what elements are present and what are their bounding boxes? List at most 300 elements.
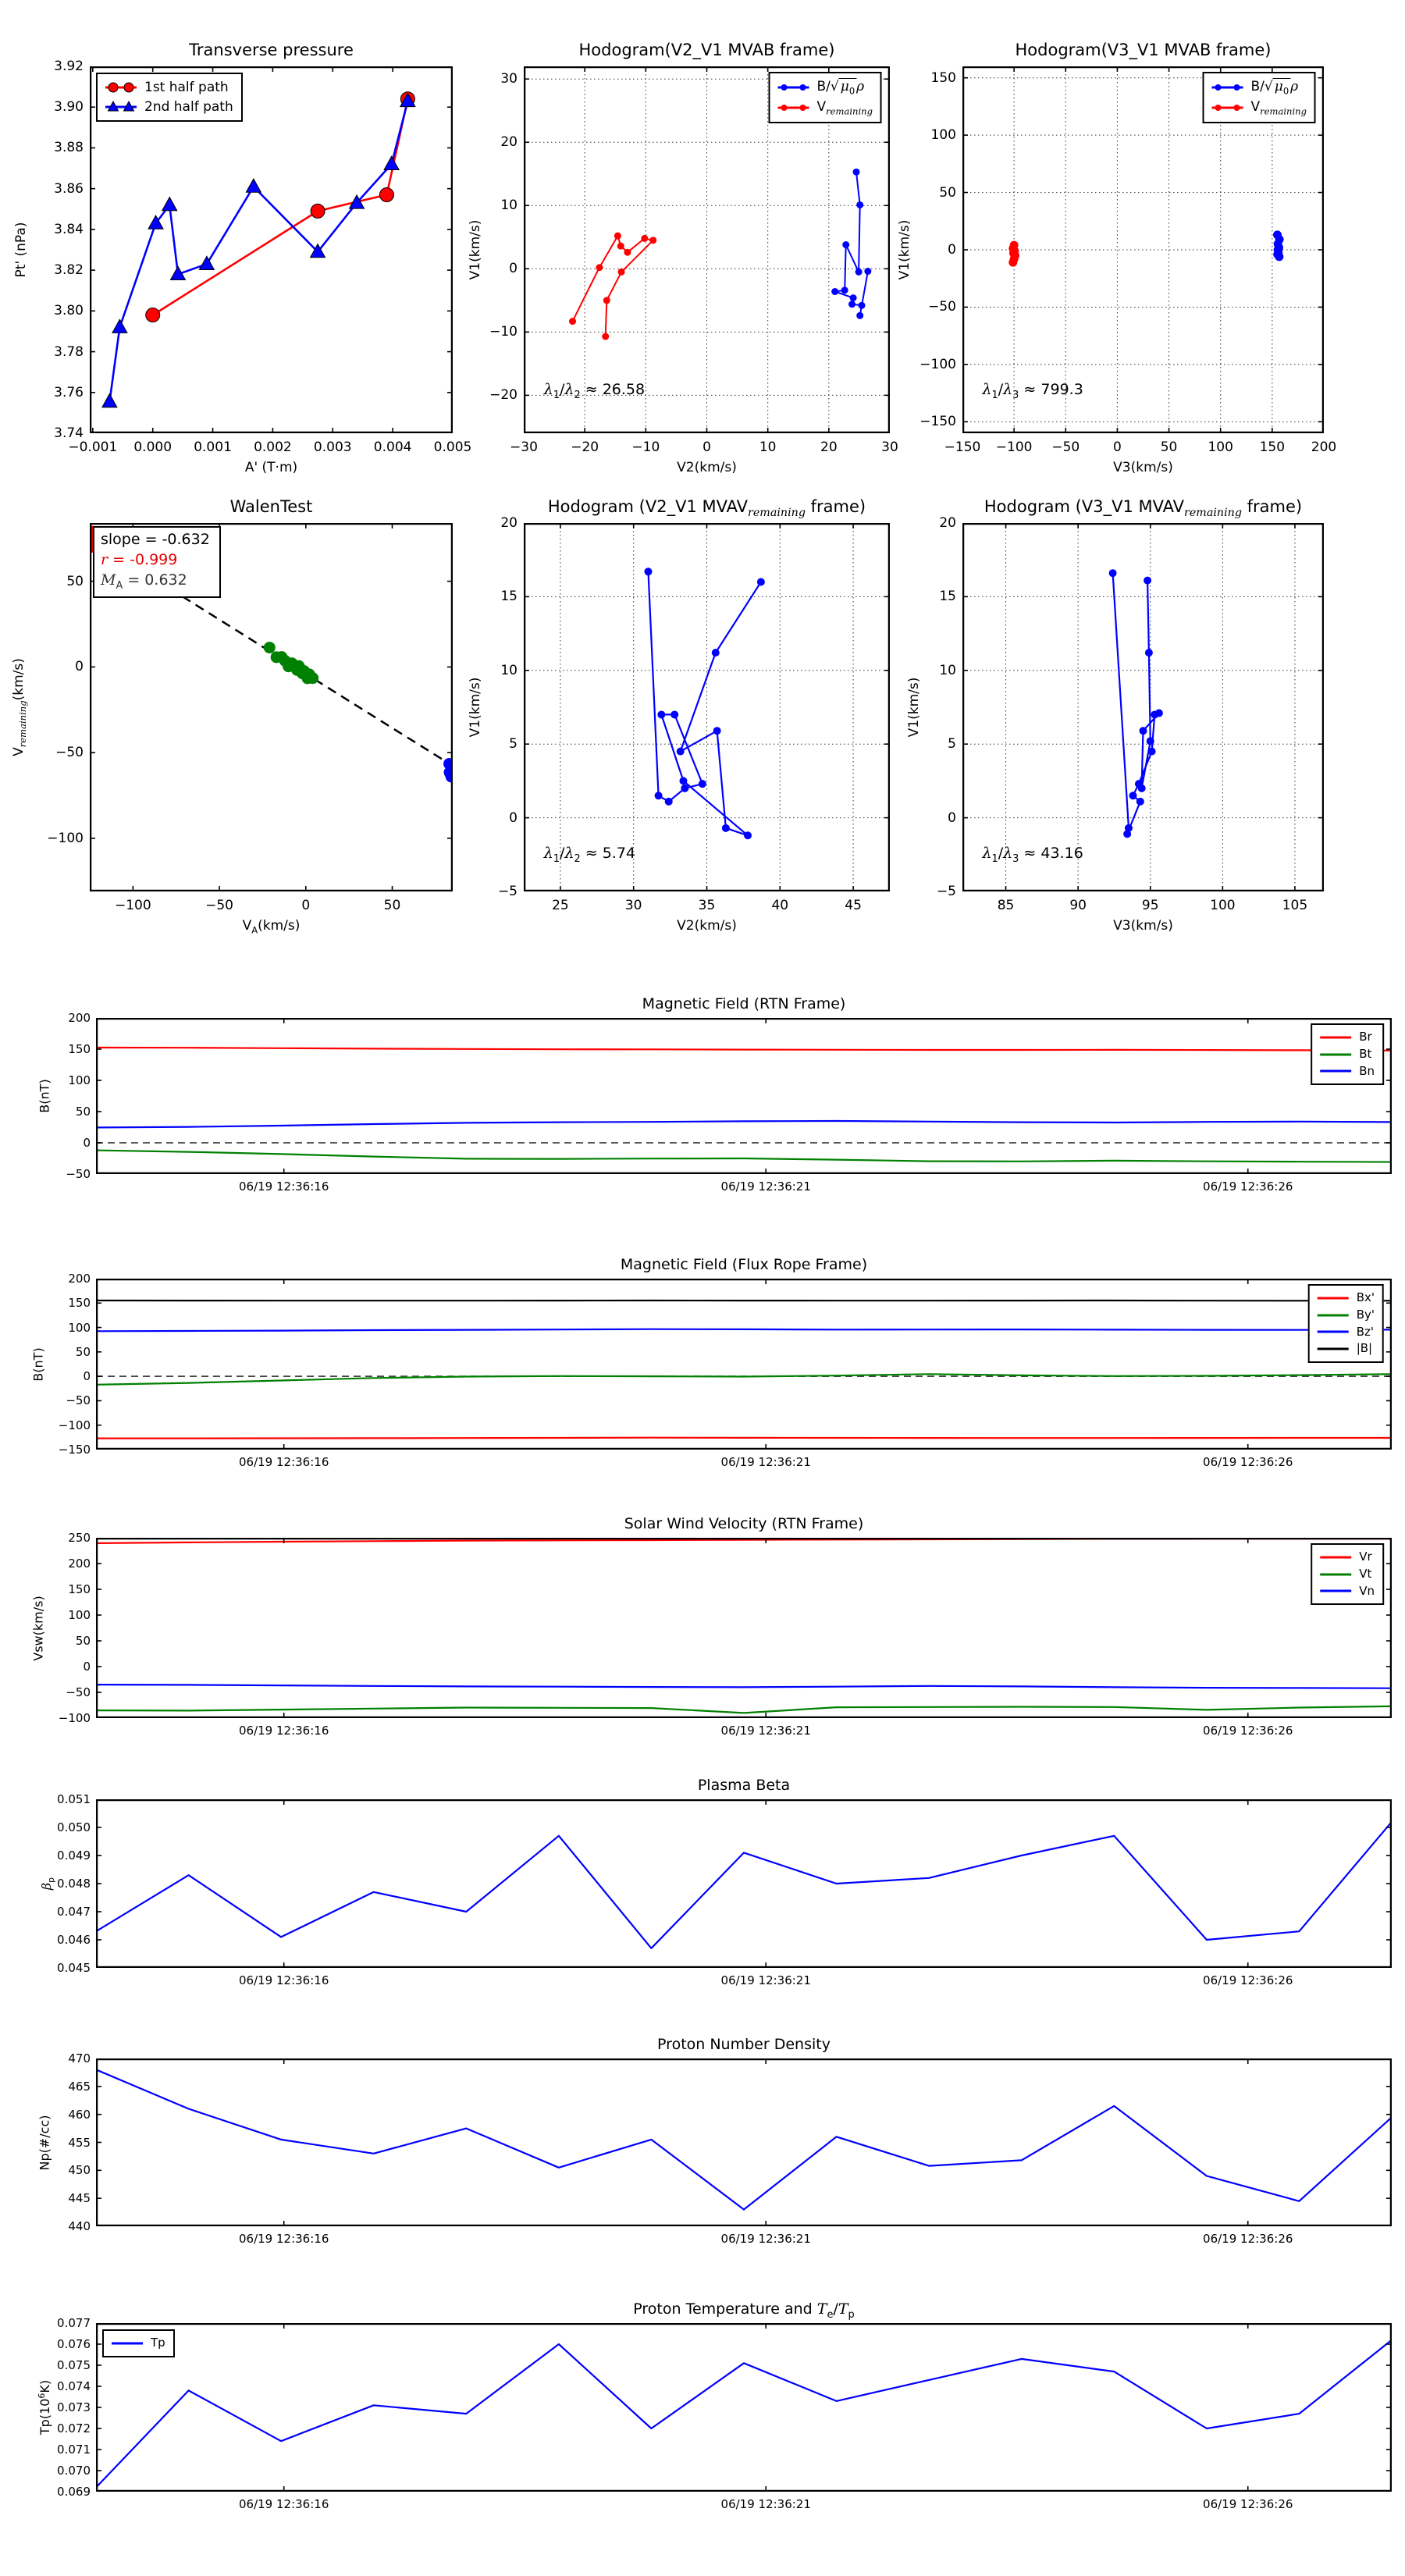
x-tick-label: 06/19 12:36:21 (720, 1455, 811, 1469)
y-tick-label: 0.076 (57, 2337, 91, 2351)
legend-label: Bx' (1356, 1290, 1375, 1304)
stats-line: slope = -0.632 (101, 531, 210, 548)
plot-title: Magnetic Field (RTN Frame) (642, 995, 846, 1012)
y-tick-label: 3.92 (54, 59, 84, 74)
x-tick-label: 100 (1210, 898, 1236, 913)
y-tick-label: 3.80 (54, 303, 84, 319)
hodogram-v2v1-mvab-marker (641, 235, 648, 242)
hodogram-v2v1-mvav-marker (657, 710, 665, 718)
legend-entry (1318, 1046, 1375, 1063)
hodogram-v2v1-mvab-marker (848, 301, 855, 308)
y-tick-label: 100 (930, 127, 956, 144)
legend-entry (110, 2335, 165, 2352)
hodogram-v2v1-mvav-marker (722, 824, 730, 832)
y-tick-label: −5 (936, 884, 956, 899)
hodogram-v3v1-mvav-marker (1144, 577, 1151, 585)
hodogram-v2v1-mvab-marker (603, 297, 610, 304)
hodogram-v2v1-mvav-marker (665, 798, 673, 806)
hodogram-v2v1-mvav-series-v-path-line (649, 571, 761, 835)
legend-swatch-line (104, 100, 138, 114)
y-tick-label: 20 (939, 515, 956, 531)
y-tick-label: 440 (68, 2219, 91, 2233)
y-tick-label: 20 (500, 515, 518, 531)
b-fluxrope-series-bx--line (96, 1438, 1392, 1439)
proton-density-series-np-line (96, 2069, 1392, 2209)
x-axis-label: V2(km/s) (677, 918, 737, 934)
y-tick-label: 0.072 (57, 2421, 91, 2435)
hodogram-v2v1-mvab-marker (850, 294, 857, 301)
b-rtn-plot (96, 1018, 1392, 1174)
hodogram-v3v1-mvav-marker (1123, 830, 1131, 838)
b-rtn-series-bt-line (96, 1151, 1392, 1162)
legend-label: B/√ $\mu_0$ ρ (1250, 79, 1299, 97)
legend-entry (1316, 1290, 1375, 1307)
y-tick-label: −50 (928, 299, 956, 315)
y-tick-label: −10 (489, 324, 518, 340)
y-tick-label: 0.049 (57, 1848, 91, 1863)
y-tick-label: 200 (68, 1011, 91, 1025)
walen-test-marker (307, 672, 318, 684)
x-tick-label: 95 (1141, 898, 1159, 913)
hodogram-v2v1-mvab-marker (841, 286, 848, 294)
transverse-pressure-marker (146, 308, 160, 322)
x-tick-label: 06/19 12:36:21 (720, 2497, 811, 2511)
legend-label: $V_{remaining}$ (816, 99, 873, 117)
y-tick-label: 3.74 (54, 425, 84, 441)
walen-test-marker (264, 642, 276, 653)
legend-entry (104, 98, 233, 117)
hodogram-v2v1-mvav-marker (712, 649, 720, 656)
x-tick-label: 0.003 (313, 439, 352, 455)
x-tick-label: 40 (771, 898, 789, 913)
x-tick-label: 06/19 12:36:21 (720, 2232, 811, 2246)
plot-title: Hodogram (V3_V1 $MVAV_{remaining}$ frame) (984, 497, 1303, 520)
b-rtn-series-br-line (96, 1048, 1392, 1051)
legend-label: By' (1356, 1307, 1375, 1322)
y-tick-label: 0 (509, 809, 518, 826)
hodogram-v2v1-mvab-marker (596, 264, 603, 271)
hodogram-v2v1-mvav-marker (681, 785, 688, 792)
x-tick-label: −10 (631, 439, 660, 455)
hodogram-v2v1-mvab-marker (859, 302, 866, 309)
hodogram-v2v1-mvav-plot (524, 523, 890, 891)
hodogram-v2v1-mvab-marker (853, 169, 860, 176)
plasma-beta-plot (96, 1799, 1392, 1968)
y-tick-label: −150 (58, 1443, 91, 1457)
legend-entry (1318, 1549, 1375, 1566)
legend-entry (1211, 77, 1307, 98)
hodogram-v2v1-mvab-series-v-remaining-line (573, 236, 653, 336)
hodogram-v3v1-mvab-marker (1010, 247, 1019, 256)
y-tick-label: 30 (500, 71, 518, 87)
hodogram-v2v1-mvab-marker (856, 312, 863, 319)
x-tick-label: −50 (1051, 439, 1080, 455)
y-tick-label: 0.069 (57, 2485, 91, 2499)
legend-swatch-line (1316, 1325, 1350, 1339)
x-tick-label: −150 (944, 439, 981, 455)
hodogram-v2v1-mvab-marker (855, 269, 863, 276)
plot-title: Hodogram(V3_V1 MVAB frame) (1015, 41, 1272, 59)
hodogram-v2v1-mvav-marker (670, 710, 678, 718)
hodogram-v2v1-mvab-marker (614, 233, 621, 240)
y-tick-label: 3.84 (54, 221, 84, 237)
x-axis-label: $V_A(km/s)$ (242, 918, 301, 936)
plot-title: Hodogram (V2_V1 $MVAV_{remaining}$ frame) (547, 497, 866, 520)
legend-swatch-line (1318, 1048, 1353, 1062)
y-tick-label: 0 (83, 1369, 91, 1384)
hodogram-v2v1-mvab-marker (842, 241, 849, 248)
stats-line: r = -0.999 (101, 551, 178, 569)
legend-entry (1318, 1566, 1375, 1583)
x-tick-label: 06/19 12:36:26 (1203, 1179, 1293, 1194)
x-axis-label: V3(km/s) (1113, 460, 1173, 475)
y-axis-label: $V_{remaining}(km/s)$ (10, 658, 29, 756)
legend-label: |B| (1356, 1341, 1373, 1356)
x-tick-label: 150 (1259, 439, 1286, 455)
legend-entry (1316, 1307, 1375, 1324)
hodogram-v2v1-mvav-marker (655, 792, 663, 799)
annotation-lambda-ratio: $\lambda_1/\lambda_3 \approx 799.3$ (982, 381, 1083, 401)
y-tick-label: 200 (68, 1272, 91, 1286)
y-tick-label: 0 (509, 261, 518, 277)
hodogram-v2v1-mvab-marker (856, 201, 863, 208)
legend-entry (104, 78, 233, 98)
x-tick-label: 0.002 (254, 439, 292, 455)
legend-label: 1st half path (144, 80, 229, 95)
y-tick-label: 150 (68, 1582, 91, 1596)
x-tick-label: 35 (698, 898, 716, 913)
annotation-lambda-ratio: $\lambda_1/\lambda_2 \approx 26.58$ (543, 381, 646, 401)
x-tick-label: −20 (571, 439, 599, 455)
hodogram-v3v1-mvab-marker (1274, 246, 1282, 254)
legend-entry (1318, 1583, 1375, 1600)
y-tick-label: 20 (500, 134, 518, 151)
y-tick-label: 0 (75, 659, 84, 675)
y-axis-label: Np(#/cc) (37, 2115, 52, 2170)
x-tick-label: 0.005 (433, 439, 472, 455)
x-tick-label: −0.001 (68, 439, 118, 455)
y-tick-label: 0.070 (57, 2464, 91, 2478)
hodogram-v3v1-mvav-marker (1155, 710, 1163, 717)
y-tick-label: −100 (47, 830, 84, 846)
x-tick-label: 0.004 (373, 439, 412, 455)
y-tick-label: 150 (68, 1296, 91, 1311)
y-tick-label: −50 (55, 745, 84, 761)
y-tick-label: 3.76 (54, 384, 84, 400)
y-tick-label: 0.071 (57, 2443, 91, 2457)
hodogram-v3v1-mvav-marker (1148, 748, 1156, 756)
legend-swatch-line (110, 2336, 144, 2350)
hodogram-v2v1-mvab-marker (649, 237, 656, 244)
hodogram-v2v1-mvab-marker (602, 333, 609, 340)
x-tick-label: −50 (205, 898, 234, 913)
x-tick-label: −30 (510, 439, 538, 455)
transverse-pressure-marker (162, 197, 177, 211)
transverse-pressure-marker (246, 179, 261, 192)
y-tick-label: 15 (500, 589, 518, 605)
x-tick-label: 06/19 12:36:16 (239, 1973, 329, 1987)
hodogram-v3v1-mvav-plot (962, 523, 1324, 891)
legend-swatch-line (1318, 1567, 1353, 1582)
legend-label: Bn (1359, 1063, 1375, 1078)
legend-label: Vr (1359, 1550, 1372, 1564)
x-tick-label: 06/19 12:36:21 (720, 1724, 811, 1738)
transverse-pressure-marker (102, 394, 117, 407)
x-tick-label: 0 (1113, 439, 1122, 455)
x-tick-label: 50 (1160, 439, 1178, 455)
y-axis-label: B(nT) (37, 1079, 52, 1113)
hodogram-v3v1-mvav-marker (1136, 798, 1144, 806)
plot-title: WalenTest (229, 497, 313, 516)
y-axis-label: $Tp(10^6K)$ (36, 2379, 53, 2435)
x-tick-label: 100 (1208, 439, 1233, 455)
y-tick-label: 465 (68, 2079, 91, 2094)
b-fluxrope-legend (1308, 1284, 1384, 1363)
y-tick-label: 200 (68, 1557, 91, 1571)
y-axis-label: $\beta_p$ (38, 1877, 57, 1891)
plot-title: Solar Wind Velocity (RTN Frame) (624, 1515, 864, 1532)
hodogram-v2v1-mvav-marker (644, 568, 652, 575)
legend-swatch-line (1316, 1308, 1350, 1322)
y-tick-label: 150 (930, 69, 956, 86)
stats-line: $M_A = 0.632$ (101, 571, 187, 592)
hodogram-v2v1-mvab-series-b-sqrt-mu0-rho--line (835, 172, 868, 315)
y-axis-label: B(nT) (30, 1347, 46, 1382)
hodogram-v3v1-mvav-marker (1109, 569, 1117, 577)
hodogram-v2v1-mvav-marker (757, 578, 765, 586)
proton-density-plot (96, 2058, 1392, 2226)
legend-entry (1318, 1063, 1375, 1080)
y-tick-label: 0.074 (57, 2379, 91, 2393)
y-tick-label: 50 (75, 1105, 91, 1119)
x-tick-label: 06/19 12:36:16 (239, 1724, 329, 1738)
x-tick-label: 06/19 12:36:21 (720, 1973, 811, 1987)
vsw-rtn-plot (96, 1538, 1392, 1718)
x-tick-label: 06/19 12:36:26 (1203, 1455, 1293, 1469)
legend-swatch-line (1316, 1342, 1350, 1356)
x-axis-label: V3(km/s) (1113, 918, 1173, 934)
x-tick-label: −100 (995, 439, 1033, 455)
b-fluxrope-series-bz--line (96, 1329, 1392, 1332)
legend-entry (1316, 1340, 1375, 1357)
x-tick-label: 50 (383, 898, 401, 913)
hodogram-v3v1-mvav-marker (1138, 785, 1146, 792)
hodogram-v2v1-mvab-marker (864, 268, 871, 275)
y-tick-label: 5 (948, 736, 956, 753)
y-tick-label: 50 (75, 1634, 91, 1648)
x-axis-label: V2(km/s) (677, 460, 737, 475)
y-tick-label: 10 (500, 197, 518, 214)
legend-swatch-line (1211, 80, 1245, 94)
y-tick-label: 0.051 (57, 1792, 91, 1806)
y-tick-label: 15 (939, 589, 956, 605)
x-tick-label: 45 (845, 898, 862, 913)
plasma-beta-series-beta-p-line (96, 1822, 1392, 1948)
hodogram-v2v1-mvab-marker (617, 243, 624, 250)
transverse-pressure-marker (384, 156, 399, 169)
b-fluxrope-plot (96, 1279, 1392, 1450)
y-tick-label: 0.045 (57, 1961, 91, 1975)
x-tick-label: 85 (997, 898, 1015, 913)
x-tick-label: 25 (552, 898, 569, 913)
proton-temp-series-tp-line (96, 2340, 1392, 2488)
y-tick-label: −50 (66, 1393, 91, 1408)
y-tick-label: 3.88 (54, 140, 84, 156)
x-tick-label: 90 (1069, 898, 1087, 913)
y-tick-label: 10 (500, 662, 518, 678)
y-tick-label: −100 (919, 356, 956, 372)
x-tick-label: 06/19 12:36:21 (720, 1179, 811, 1194)
hodogram-v2v1-mvab-marker (569, 318, 576, 325)
y-tick-label: 0.075 (57, 2358, 91, 2372)
legend-swatch-line (1318, 1550, 1353, 1564)
y-axis-label: V1(km/s) (468, 219, 483, 280)
y-tick-label: 0 (948, 809, 956, 826)
transverse-pressure-marker (379, 188, 393, 202)
y-tick-label: −20 (489, 387, 518, 404)
legend-swatch-line (777, 101, 811, 115)
proton-temp-plot (96, 2323, 1392, 2492)
legend-label: $V_{remaining}$ (1250, 99, 1307, 117)
x-tick-label: 200 (1311, 439, 1337, 455)
y-tick-label: 0.050 (57, 1820, 91, 1834)
legend-label: 2nd half path (144, 98, 233, 115)
x-tick-label: 06/19 12:36:26 (1203, 1724, 1293, 1738)
y-tick-label: 3.82 (54, 262, 84, 279)
y-tick-label: 0 (83, 1136, 91, 1150)
walen-test-stats-box (93, 526, 221, 598)
y-tick-label: 0 (948, 242, 956, 258)
transverse-pressure-marker (199, 256, 214, 269)
hodogram-v2v1-mvav-marker (713, 727, 721, 735)
y-tick-label: 50 (939, 184, 956, 201)
y-tick-label: 3.86 (54, 180, 84, 197)
transverse-pressure-marker (112, 319, 127, 333)
x-tick-label: 105 (1282, 898, 1308, 913)
y-tick-label: 100 (68, 1073, 91, 1087)
plot-title: Hodogram(V2_V1 MVAB frame) (578, 41, 835, 59)
transverse-pressure-marker (311, 204, 325, 218)
legend-swatch-line (1318, 1064, 1353, 1078)
x-tick-label: 06/19 12:36:16 (239, 1179, 329, 1194)
legend-label: Vt (1359, 1566, 1372, 1581)
legend-entry (1316, 1324, 1375, 1341)
hodogram-v2v1-mvav-marker (744, 831, 752, 839)
annotation-lambda-ratio: $\lambda_1/\lambda_2 \approx 5.74$ (543, 844, 636, 865)
y-tick-label: −100 (58, 1418, 91, 1432)
proton-temp-legend (102, 2329, 175, 2357)
vsw-rtn-series-vt-line (96, 1706, 1392, 1713)
hodogram-v3v1-mvab-legend (1203, 72, 1316, 123)
y-tick-label: −50 (66, 1167, 91, 1181)
y-tick-label: 460 (68, 2107, 91, 2122)
x-tick-label: 06/19 12:36:26 (1203, 1973, 1293, 1987)
y-tick-label: 470 (68, 2051, 91, 2065)
plot-title: Proton Temperature and $T_e/T_p$ (633, 2300, 855, 2321)
y-tick-label: 0.077 (57, 2316, 91, 2330)
x-tick-label: 30 (624, 898, 642, 913)
legend-label: Br (1359, 1030, 1372, 1044)
plot-title: Plasma Beta (697, 1777, 791, 1794)
y-tick-label: −150 (919, 414, 956, 430)
x-tick-label: 0 (702, 439, 711, 455)
legend-entry (777, 98, 873, 118)
y-tick-label: −50 (66, 1685, 91, 1699)
hodogram-v2v1-mvav-marker (677, 748, 685, 756)
plot-title: Magnetic Field (Flux Rope Frame) (620, 1256, 868, 1273)
y-tick-label: 0.048 (57, 1877, 91, 1891)
plot-title: Transverse pressure (189, 41, 354, 59)
b-rtn-legend (1311, 1023, 1384, 1085)
vsw-rtn-series-vn-line (96, 1685, 1392, 1688)
legend-entry (1211, 98, 1307, 118)
x-tick-label: 10 (759, 439, 777, 455)
legend-entry (777, 77, 873, 98)
y-tick-label: 100 (68, 1608, 91, 1622)
y-tick-label: 455 (68, 2135, 91, 2150)
x-tick-label: 20 (820, 439, 838, 455)
transverse-pressure-series-2nd-half-path-line (109, 101, 407, 401)
x-tick-label: 06/19 12:36:16 (239, 2497, 329, 2511)
legend-swatch-line (104, 80, 138, 94)
vsw-rtn-legend (1311, 1543, 1384, 1605)
hodogram-v2v1-mvab-legend (769, 72, 882, 123)
y-tick-label: 0 (83, 1660, 91, 1674)
x-tick-label: 06/19 12:36:16 (239, 1455, 329, 1469)
y-tick-label: 10 (939, 662, 956, 678)
legend-label: Bz' (1356, 1324, 1374, 1339)
hodogram-v3v1-mvav-marker (1147, 737, 1154, 745)
hodogram-v2v1-mvab-marker (831, 288, 838, 295)
legend-swatch-line (777, 80, 811, 94)
y-tick-label: 450 (68, 2163, 91, 2178)
legend-entry (1318, 1029, 1375, 1046)
hodogram-v2v1-mvav-marker (699, 780, 706, 788)
y-tick-label: 100 (68, 1320, 91, 1335)
hodogram-v3v1-mvav-marker (1140, 727, 1147, 735)
hodogram-v2v1-mvab-marker (624, 249, 631, 256)
y-axis-label: V1(km/s) (468, 677, 483, 738)
legend-swatch-line (1318, 1584, 1353, 1598)
y-tick-label: 0.047 (57, 1905, 91, 1919)
x-tick-label: 06/19 12:36:26 (1203, 2232, 1293, 2246)
y-tick-label: −5 (497, 884, 518, 899)
y-tick-label: 250 (68, 1531, 91, 1545)
x-tick-label: 06/19 12:36:26 (1203, 2497, 1293, 2511)
x-tick-label: −100 (114, 898, 151, 913)
y-tick-label: 0.073 (57, 2400, 91, 2414)
hodogram-v2v1-mvav-marker (679, 777, 687, 785)
legend-label: Tp (151, 2336, 165, 2350)
y-tick-label: 3.90 (54, 99, 84, 116)
legend-swatch-line (1318, 1030, 1353, 1044)
y-tick-label: 445 (68, 2191, 91, 2206)
legend-swatch-line (1316, 1291, 1350, 1305)
x-tick-label: 0.000 (133, 439, 173, 455)
y-tick-label: 0.046 (57, 1933, 91, 1947)
y-axis-label: V1(km/s) (906, 677, 922, 738)
hodogram-v3v1-mvav-marker (1129, 792, 1137, 799)
hodogram-v2v1-mvab-marker (618, 269, 625, 276)
legend-label: Bt (1359, 1046, 1372, 1061)
y-tick-label: 5 (509, 736, 518, 753)
transverse-pressure-series-1st-half-path-line (153, 99, 408, 315)
y-tick-label: 150 (68, 1042, 91, 1056)
transverse-pressure-legend (96, 73, 243, 122)
x-tick-label: 0 (301, 898, 311, 913)
b-rtn-series-bn-line (96, 1121, 1392, 1127)
y-tick-label: −100 (58, 1711, 91, 1725)
